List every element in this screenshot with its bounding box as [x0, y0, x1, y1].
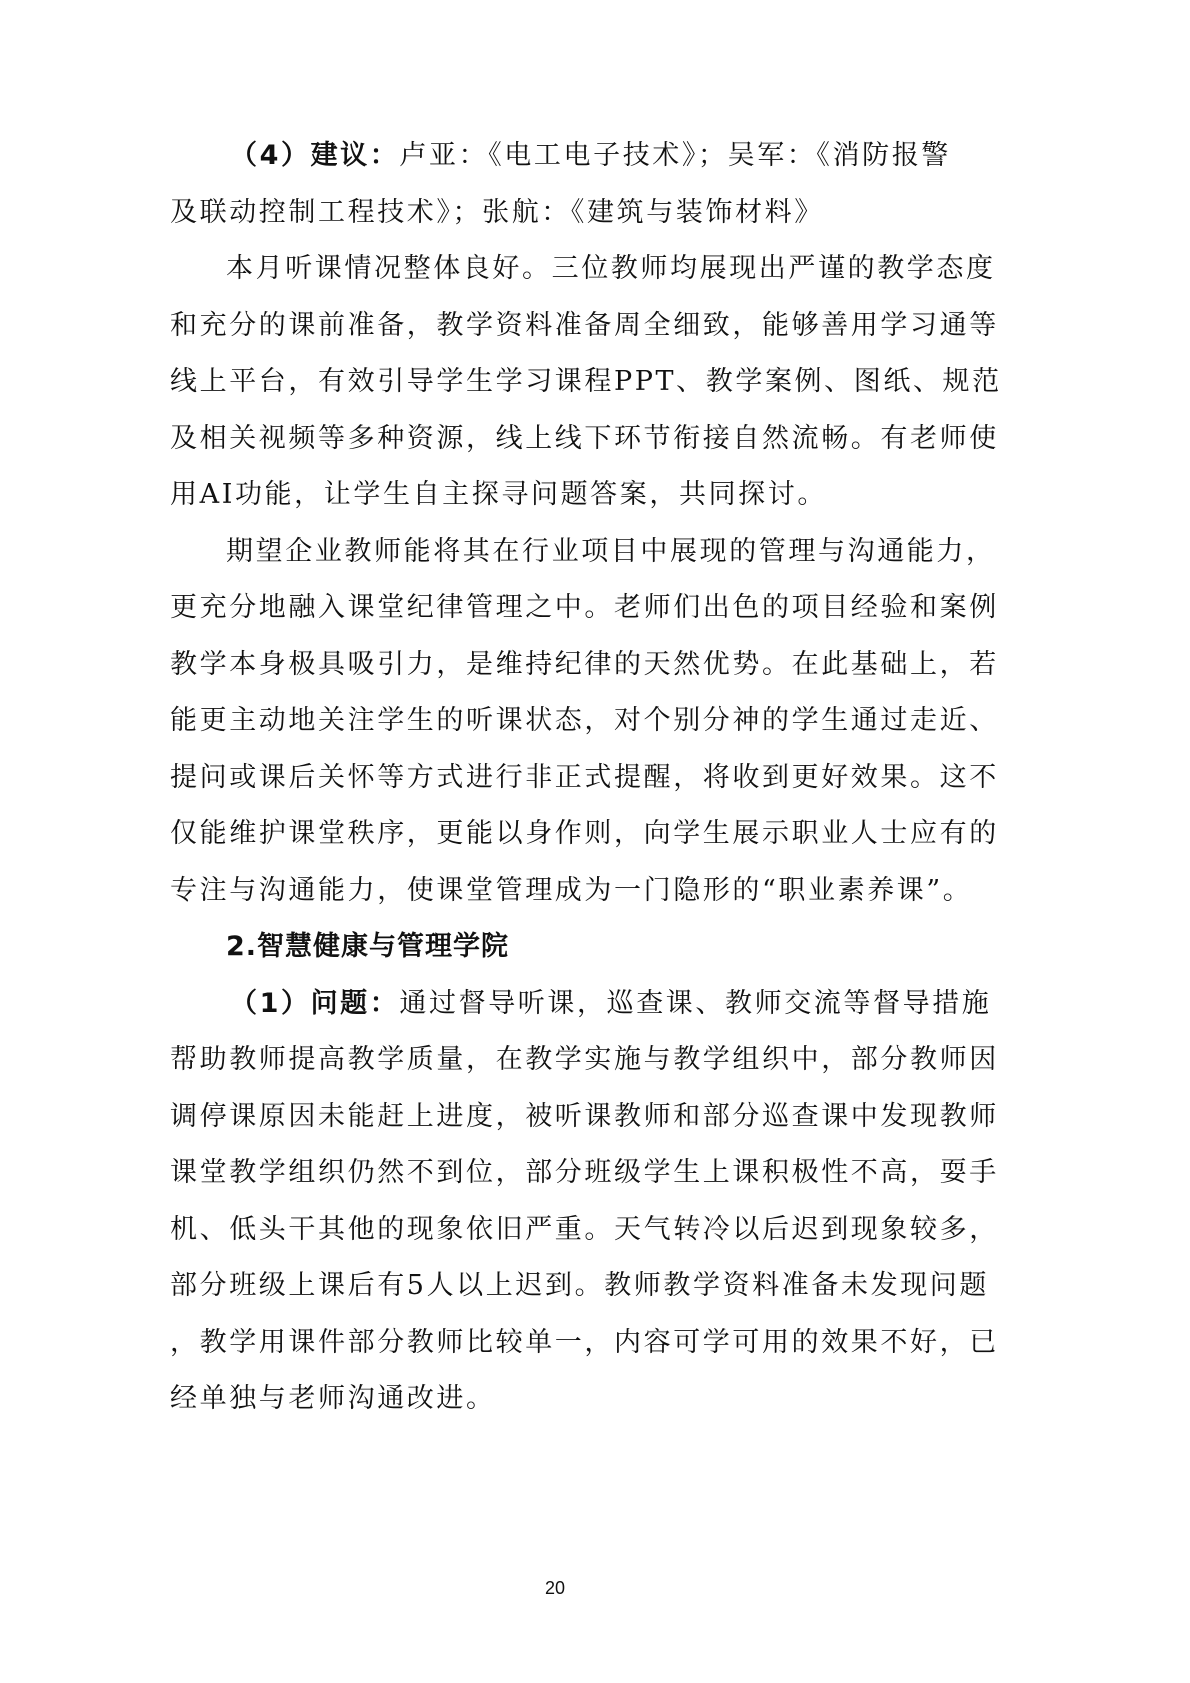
paragraph-2-line-3: 教学本身极具吸引力，是维持纪律的天然优势。在此基础上，若 [170, 648, 999, 680]
problem-line-5: 机、低头干其他的现象依旧严重。天气转冷以后迟到现象较多， [170, 1213, 999, 1245]
paragraph-2-line-1: 期望企业教师能将其在行业项目中展现的管理与沟通能力， [226, 535, 996, 567]
paragraph-2-line-4: 能更主动地关注学生的听课状态，对个别分神的学生通过走近、 [170, 705, 999, 736]
paragraph-2-line-2: 更充分地融入课堂纪律管理之中。老师们出色的项目经验和案例 [170, 592, 999, 623]
section-heading: 2.智慧健康与管理学院 [226, 931, 510, 962]
problem-line-2: 帮助教师提高教学质量，在教学实施与教学组织中，部分教师因 [170, 1044, 999, 1075]
suggestion-label: （4）建议： [230, 140, 400, 171]
problem-line-3: 调停课原因未能赶上进度，被听课教师和部分巡查课中发现教师 [170, 1100, 999, 1132]
paragraph-2-line-7: 专注与沟通能力，使课堂管理成为一门隐形的“职业素养课”。 [170, 874, 973, 906]
suggestion-line-2: 及联动控制工程技术》；张航：《建筑与装饰材料》 [170, 196, 824, 228]
problem-line-4: 课堂教学组织仍然不到位，部分班级学生上课积极性不高，耍手 [170, 1157, 999, 1188]
paragraph-2-line-5: 提问或课后关怀等方式进行非正式提醒，将收到更好效果。这不 [170, 761, 999, 793]
problem-line-1 [170, 976, 992, 1033]
suggestion-line-1 [170, 128, 951, 185]
suggestion-text: 卢亚：《电工电子技术》；吴军：《消防报警 [399, 140, 951, 171]
problem-line-6: 部分班级上课后有5人以上迟到。教师教学资料准备未发现问题 [170, 1270, 989, 1301]
page-number: 20 [544, 1578, 566, 1598]
problem-label: （1）问题： [230, 987, 400, 1019]
document-page [170, 128, 1002, 1428]
problem-line-7: ，教学用课件部分教师比较单一，内容可学可用的效果不好，已 [170, 1326, 999, 1358]
paragraph-1-line-2: 和充分的课前准备，教学资料准备周全细致，能够善用学习通等 [170, 309, 999, 341]
paragraph-1-line-4: 及相关视频等多种资源，线上线下环节衔接自然流畅。有老师使 [170, 422, 999, 454]
paragraph-1-line-1: 本月听课情况整体良好。三位教师均展现出严谨的教学态度 [226, 253, 996, 284]
paragraph-1-line-3: 线上平台，有效引导学生学习课程PPT、教学案例、图纸、规范 [170, 366, 1002, 397]
paragraph-2-line-6: 仅能维护课堂秩序，更能以身作则，向学生展示职业人士应有的 [170, 818, 999, 849]
problem-text: 通过督导听课，巡查课、教师交流等督导措施 [399, 987, 992, 1019]
problem-line-8: 经单独与老师沟通改进。 [170, 1383, 496, 1414]
paragraph-1-line-5: 用AI功能，让学生自主探寻问题答案，共同探讨。 [170, 479, 827, 510]
